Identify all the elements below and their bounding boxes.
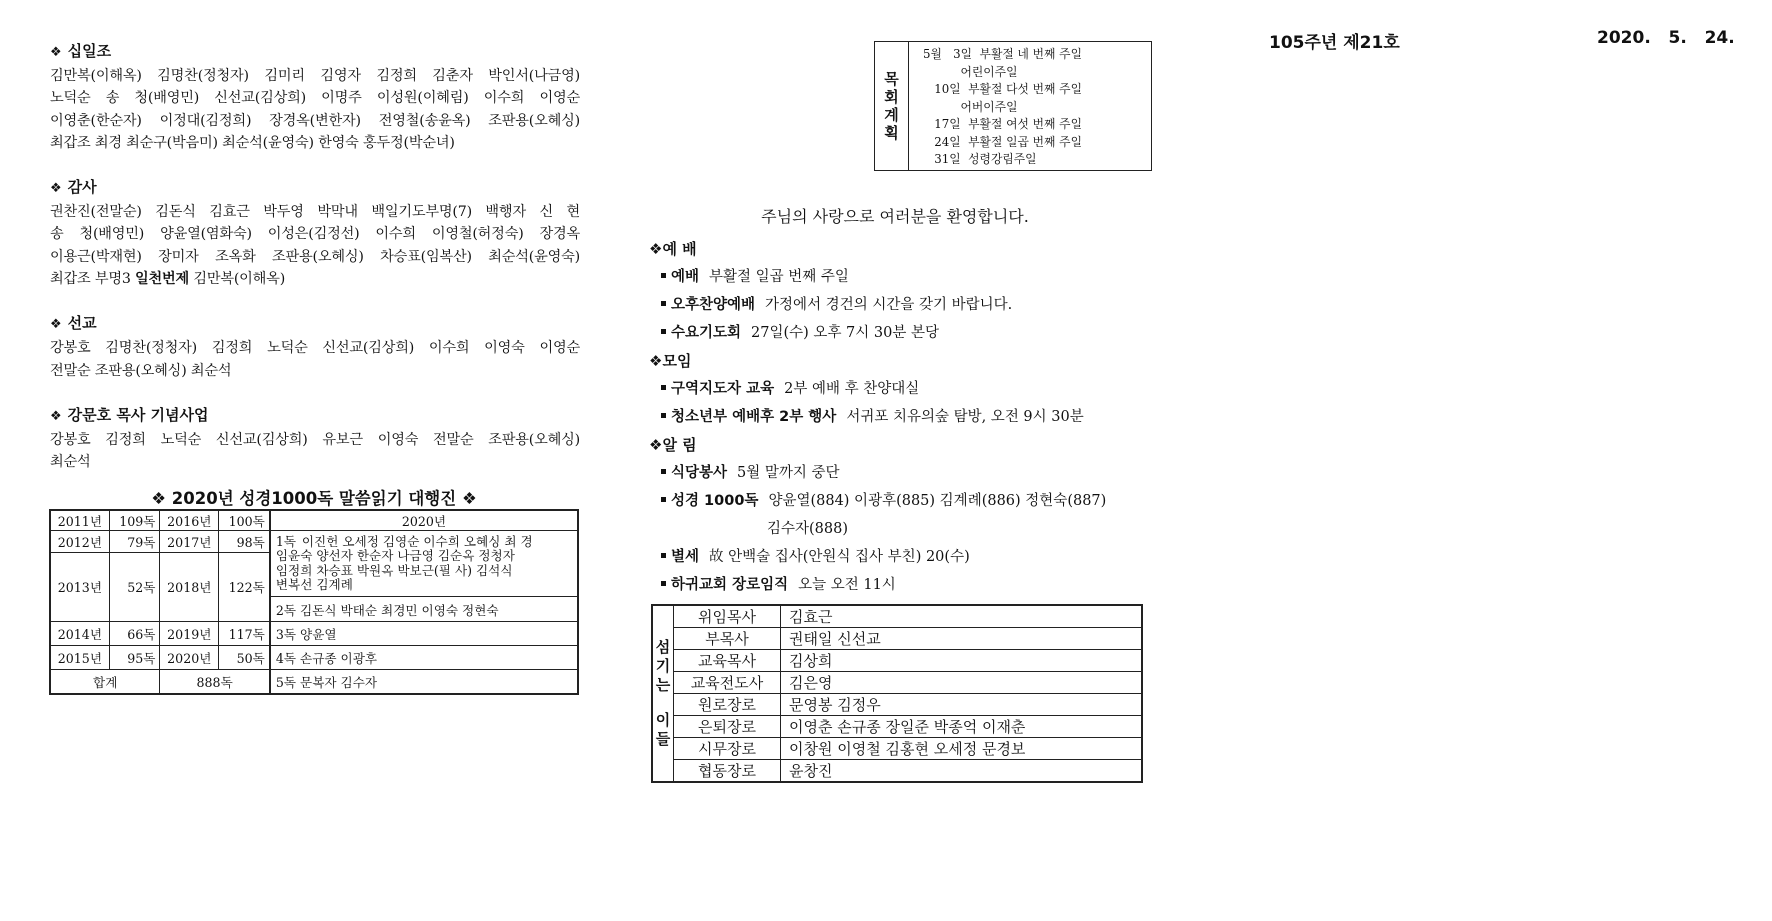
pastoral-plan-box xyxy=(874,41,1152,171)
bible-reading-table xyxy=(49,509,579,695)
diamond-icon: ❖ xyxy=(151,489,167,508)
year-cell: 2011년 xyxy=(50,510,109,531)
mission-section xyxy=(50,312,580,382)
diamond-icon: ❖ xyxy=(649,436,663,454)
bullet-icon xyxy=(661,273,666,278)
names-cell: 김상희 xyxy=(781,650,1143,672)
pastoral-plan-label: 목 회 계 획 xyxy=(875,42,909,170)
name-line: 강봉호 김명찬(정청자) 김정희 노덕순 신선교(김상희) 이수희 이영숙 이영순 xyxy=(50,340,580,357)
name-line: 최순석 xyxy=(50,454,91,471)
bullet-icon xyxy=(661,497,666,502)
section-title: ❖ 십일조 xyxy=(50,40,580,64)
reading-1-cell xyxy=(270,531,578,597)
count-cell: 109독 xyxy=(109,510,160,531)
table-row xyxy=(50,510,578,531)
count-cell: 122독 xyxy=(219,552,270,621)
section-title: ❖ 선교 xyxy=(50,312,580,336)
notice-item: 수요기도회 27일(수) 오후 7시 30분 본당 xyxy=(649,319,1169,347)
reading-5-cell: 5독 문복자 김수자 xyxy=(270,669,578,694)
names-cell: 권태일 신선교 xyxy=(781,628,1143,650)
names-cell: 김효근 xyxy=(781,605,1143,628)
year-cell: 2014년 xyxy=(50,621,109,645)
year-cell: 2018년 xyxy=(160,552,219,621)
reading-tag: 1독 xyxy=(275,533,297,549)
welcome-message: 주님의 사랑으로 여러분을 환영합니다. xyxy=(761,207,1029,226)
notices xyxy=(649,235,1169,599)
diamond-icon: ❖ xyxy=(50,181,62,197)
count-cell: 100독 xyxy=(219,510,270,531)
reader-names: 임윤숙 양선자 한순자 나금영 김순옥 정청자 xyxy=(275,548,515,564)
year-cell: 2019년 xyxy=(160,621,219,645)
section-title: ❖ 감사 xyxy=(50,176,580,200)
role-cell: 협동장로 xyxy=(674,760,781,783)
count-cell: 117독 xyxy=(219,621,270,645)
reading-4-cell: 4독 손규종 이광후 xyxy=(270,645,578,669)
notice-item: 별세 故 안백술 집사(안원식 집사 부친) 20(수) xyxy=(649,543,1169,571)
role-cell: 교육전도사 xyxy=(674,672,781,694)
diamond-icon: ❖ xyxy=(50,45,62,60)
table-row xyxy=(50,669,578,694)
pastoral-plan-lines: 5월 3일 부활절 네 번째 주일 어린이주일 10일 부활절 다섯 번째 주일 어버이주일 17일 부활절 여섯 번째 주일 24일 부활절 일곱 번째 주일 31일 성령강림주일 xyxy=(923,47,1082,166)
count-cell: 98독 xyxy=(219,531,270,553)
diamond-icon: ❖ xyxy=(50,408,62,424)
notice-continuation: 김수자(888) xyxy=(767,521,849,537)
reading-3-cell: 3독 양윤열 xyxy=(270,621,578,645)
name-line: 전말순 조판용(오혜싱) 최순석 xyxy=(50,362,232,379)
table-row xyxy=(652,672,1142,694)
bullet-icon xyxy=(661,329,666,334)
bullet-icon xyxy=(661,553,666,558)
count-cell: 79독 xyxy=(109,531,160,553)
count-cell: 52독 xyxy=(109,552,160,621)
diamond-icon: ❖ xyxy=(649,240,663,258)
notice-heading: ❖알 림 xyxy=(649,436,697,454)
year-header: 2020년 xyxy=(270,510,578,531)
year-cell: 2015년 xyxy=(50,645,109,669)
year-cell: 2012년 xyxy=(50,531,109,553)
issue-number: 105주년 제21호 xyxy=(1269,33,1400,53)
notice-item: 오후찬양예배 가정에서 경건의 시간을 갖기 바랍니다. xyxy=(649,291,1169,319)
name-line: 최갑조 최경 최순구(박음미) 최순석(윤영숙) 한영숙 홍두정(박순녀) xyxy=(50,134,455,151)
reader-names: 임정희 차승표 박원옥 박보근(필 사) 김석식 xyxy=(275,562,513,578)
table-row xyxy=(652,738,1142,760)
staff-table xyxy=(651,604,1143,783)
diamond-icon: ❖ xyxy=(461,489,477,508)
notice-item: 식당봉사 5월 말까지 중단 xyxy=(649,459,1169,487)
names-cell: 김은영 xyxy=(781,672,1143,694)
bullet-icon xyxy=(661,469,666,474)
names-cell: 이창원 이영철 김홍현 오세정 문경보 xyxy=(781,738,1143,760)
table-row xyxy=(652,694,1142,716)
notice-item: 구역지도자 교육 2부 예배 후 찬양대실 xyxy=(649,375,1169,403)
reading-2-cell: 2독 김돈식 박태순 최경민 이영숙 정현숙 xyxy=(270,597,578,621)
bullet-icon xyxy=(661,301,666,306)
notice-item: 하귀교회 장로임직 오늘 오전 11시 xyxy=(649,571,1169,599)
bullet-icon xyxy=(661,385,666,390)
table-row xyxy=(652,650,1142,672)
total-label: 합계 xyxy=(50,669,160,694)
count-cell: 50독 xyxy=(219,645,270,669)
year-cell: 2017년 xyxy=(160,531,219,553)
name-line: 송 청(배영민) 양윤열(염화숙) 이성은(김정선) 이수희 이영철(허정숙) 장경옥 xyxy=(50,226,580,243)
total-value: 888독 xyxy=(160,669,270,694)
table-row xyxy=(652,605,1142,628)
bullet-icon xyxy=(661,413,666,418)
reader-names: 이진헌 오세정 김영순 이수희 오혜싱 최 경 xyxy=(301,533,533,549)
staff-label: 섬 기 는 이 들 xyxy=(652,605,674,782)
table-row xyxy=(50,531,578,553)
memorial-section xyxy=(50,404,580,474)
count-cell: 95독 xyxy=(109,645,160,669)
thanks-section xyxy=(50,176,580,290)
section-title: ❖ 강문호 목사 기념사업 xyxy=(50,404,580,428)
role-cell: 원로장로 xyxy=(674,694,781,716)
role-cell: 교육목사 xyxy=(674,650,781,672)
year-cell: 2020년 xyxy=(160,645,219,669)
names-cell: 이영춘 손규종 장일준 박종억 이재춘 xyxy=(781,716,1143,738)
notice-item: 성경 1000독 양윤열(884) 이광후(885) 김계례(886) 정현숙(887) xyxy=(649,487,1169,515)
diamond-icon: ❖ xyxy=(649,352,663,370)
notice-item: 예배 부활절 일곱 번째 주일 xyxy=(649,263,1169,291)
tithe-section xyxy=(50,40,580,154)
table-row xyxy=(652,760,1142,783)
name-line: 노덕순 송 청(배영민) 신선교(김상희) 이명주 이성원(이혜림) 이수희 이영순 xyxy=(50,90,580,107)
notice-heading: ❖예 배 xyxy=(649,240,697,258)
name-line: 이영춘(한순자) 이정대(김정희) 장경옥(변한자) 전영철(송윤옥) 조판용(오혜싱) xyxy=(50,112,580,129)
name-line: 권찬진(전말순) 김돈식 김효근 박두영 박막내 백일기도부명(7) 백행자 신 현 xyxy=(50,204,580,221)
name-line: 김만복(이해옥) 김명찬(정청자) 김미리 김영자 김정희 김춘자 박인서(나금영) xyxy=(50,68,580,84)
bullet-icon xyxy=(661,581,666,586)
name-line: 강봉호 김정희 노덕순 신선교(김상희) 유보근 이영숙 전말순 조판용(오혜싱) xyxy=(50,431,580,448)
table-row xyxy=(652,716,1142,738)
role-cell: 부목사 xyxy=(674,628,781,650)
names-cell: 문영봉 김정우 xyxy=(781,694,1143,716)
year-cell: 2016년 xyxy=(160,510,219,531)
notice-heading: ❖모임 xyxy=(649,352,692,370)
name-line: 최갑조 부명3 일천번제 김만복(이해옥) xyxy=(50,271,286,288)
role-cell: 은퇴장로 xyxy=(674,716,781,738)
role-cell: 위임목사 xyxy=(674,605,781,628)
reader-names: 변복선 김계례 xyxy=(275,577,353,593)
year-cell: 2013년 xyxy=(50,552,109,621)
issue-date: 2020. 5. 24. xyxy=(1597,28,1735,48)
bible-reading-title: ❖ 2020년 성경1000독 말씀읽기 대행진 ❖ xyxy=(151,489,477,508)
names-cell: 윤창진 xyxy=(781,760,1143,783)
offering-list xyxy=(50,40,580,496)
table-row xyxy=(50,645,578,669)
table-row xyxy=(652,628,1142,650)
count-cell: 66독 xyxy=(109,621,160,645)
role-cell: 시무장로 xyxy=(674,738,781,760)
diamond-icon: ❖ xyxy=(50,317,62,333)
name-line: 이용근(박재현) 장미자 조옥화 조판용(오혜싱) 차승표(임복산) 최순석(윤영숙) xyxy=(50,248,580,265)
notice-item: 청소년부 예배후 2부 행사 서귀포 치유의숲 탐방, 오전 9시 30분 xyxy=(649,403,1169,431)
table-row xyxy=(50,621,578,645)
